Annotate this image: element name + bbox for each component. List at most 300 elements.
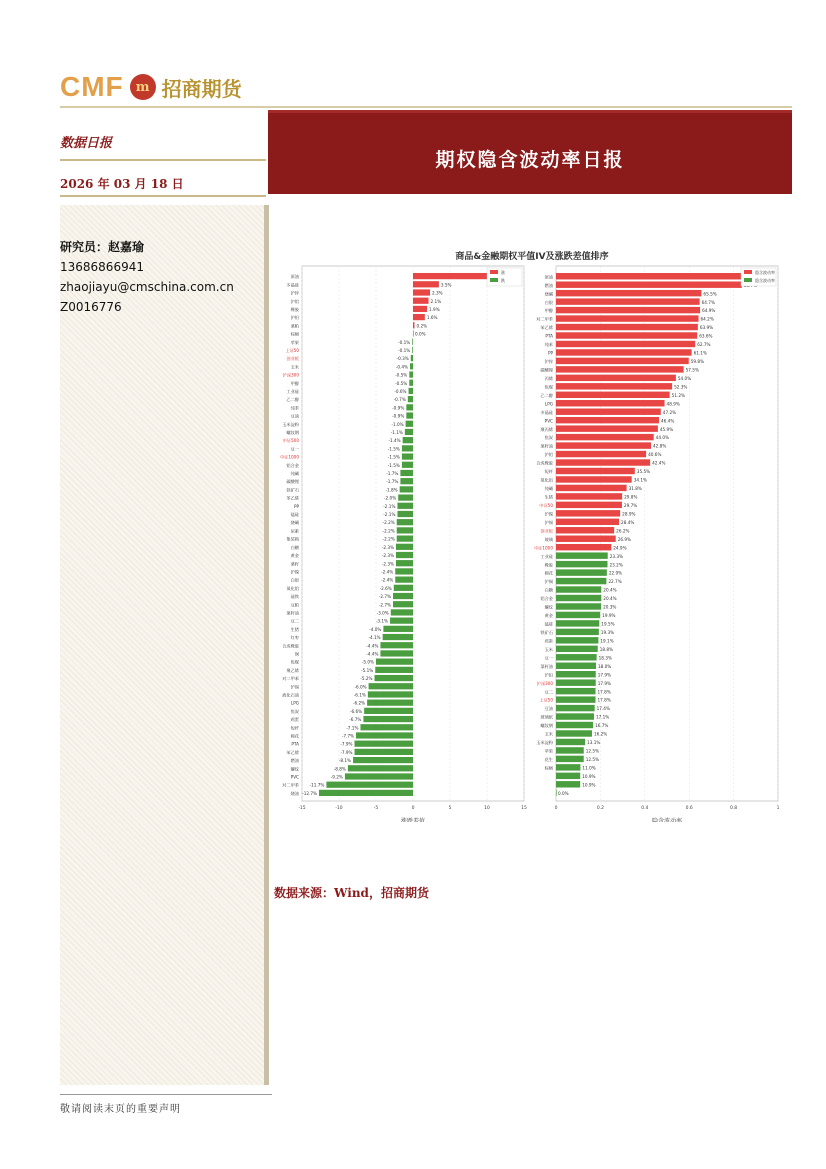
value-label: -6.0% [354,684,367,690]
category-label: 沪铅 [544,672,553,678]
value-label: -2.1% [383,512,396,518]
page-title: 期权隐含波动率日报 [435,149,625,171]
category-label: 中证1000 [279,454,299,460]
value-label: 45.9% [659,426,674,432]
bar [556,332,697,338]
value-label: -4.0% [369,626,382,632]
bar [406,421,413,427]
x-axis-label: 涨跌差值 [400,818,426,822]
category-label: 苹果 [290,339,299,345]
bar [360,724,413,730]
category-label: 棕榈 [290,331,299,337]
category-label: 乙二醇 [540,392,553,398]
category-label: 合成橡胶 [282,643,299,649]
legend-label: 跌 [501,278,505,283]
report-type: 数据日报 [60,136,113,151]
category-label: 豆一 [544,655,553,661]
x-tick-label: 0 [554,806,558,811]
bar [368,691,413,697]
value-label: -3.0% [376,610,389,616]
category-label: 苹果 [544,748,553,754]
value-label: 64.2% [700,316,714,322]
bar [393,593,413,599]
value-label: -2.4% [381,569,394,575]
category-label: PP [293,503,299,509]
category-label: 对二甲苯 [536,316,553,322]
bar [556,578,606,584]
title-banner [268,110,792,194]
bar [405,429,413,435]
category-label: 铜 [294,651,299,657]
logo-text: CMF [60,71,124,102]
value-label: 13.1% [587,740,601,746]
value-label: 31.8% [628,486,642,492]
iv-chart [272,242,792,822]
header-divider [60,106,792,108]
category-label: 生猪 [290,626,299,632]
bar [319,790,413,796]
category-label: 沪镍 [544,511,553,517]
value-label: -2.2% [382,536,395,542]
value-label: -8.1% [338,758,352,764]
x-tick-label: 0.4 [641,806,649,811]
bar [556,739,585,745]
value-label: -2.0% [384,495,397,501]
value-label: -2.2% [382,528,395,534]
bar [556,722,593,728]
value-label: -4.4% [366,643,379,649]
value-label: 44.0% [655,435,669,441]
value-label: 35.5% [636,469,651,475]
value-label: 20.3% [603,604,617,610]
value-label: -4.4% [366,651,379,657]
value-label: 12.5% [585,757,600,763]
value-label: 18.0% [597,663,612,669]
bar [413,322,414,328]
value-label: 29.8% [624,494,638,500]
bar [400,486,413,492]
category-label: 黄金 [290,553,299,559]
bar [556,561,608,567]
category-label: 菜粕 [290,323,299,329]
bar [556,764,580,770]
bar [556,612,600,618]
bar [353,757,413,763]
value-label: 12.5% [585,748,600,754]
report-date: 2026 年 03 月 18 日 [60,177,184,191]
value-label: -2.4% [381,577,394,583]
category-label: 氧化铝 [540,477,553,483]
category-label: 短纤 [290,725,299,731]
x-tick-label: 0 [411,806,415,811]
analyst-info [60,237,234,317]
bar [556,493,622,499]
category-label: 聚丙烯 [540,426,553,432]
bar [556,349,692,355]
category-label: 上证50 [539,697,553,703]
category-label: LPG [544,401,553,407]
bar [556,358,689,364]
value-label: -2.7% [378,602,392,608]
value-label: 10.9% [582,782,596,788]
value-label: 20.4% [603,596,617,602]
value-label: 57.5% [685,367,699,373]
value-label: -0.9% [392,413,405,419]
bar [413,330,414,336]
x-axis-label: 隐含波动率 [651,818,683,822]
category-label: 碳酸锂 [286,479,299,485]
iv-chart-svg [272,242,792,822]
value-label: 18.3% [598,655,612,661]
x-tick-label: -15 [298,806,306,811]
value-label: -0.7% [393,397,406,403]
bar [556,375,676,381]
value-label: 63.6% [699,333,713,339]
bar [411,355,413,361]
bar [556,552,608,558]
value-label: 17.8% [597,697,611,703]
category-label: 上证50 [285,347,299,353]
value-label: -8.8% [333,766,346,772]
value-label: -0.5% [395,372,408,378]
bar [406,412,413,418]
value-label: 61.1% [693,350,707,356]
value-label: -7.7% [341,733,355,739]
bar [356,732,413,738]
category-label: 焦煤 [544,384,553,390]
bar [380,642,413,648]
category-label: 原油 [290,274,299,280]
category-label: 螺纹钢 [286,430,299,436]
value-label: -1.5% [387,454,400,460]
bar [412,339,413,345]
value-label: -2.2% [382,520,395,526]
value-label: 17.8% [597,689,611,695]
bar [556,595,601,601]
category-label: 液化石油 [282,692,299,698]
category-label: 烧碱 [290,520,299,526]
category-label: 菜籽油 [540,663,553,669]
bar [380,650,413,656]
value-label: 16.7% [595,723,609,729]
bar [413,306,427,312]
bar [402,462,413,468]
category-label: 沪深300 [536,680,553,686]
logo-badge-icon: m [130,74,156,100]
category-label: 集装箱 [286,536,299,542]
bar [556,756,584,762]
bar [348,765,413,771]
bar [556,510,620,516]
category-label: 烧油 [290,790,299,796]
category-label: 乙二醇 [286,397,299,403]
value-label: 46.4% [661,418,675,424]
category-label: 玉米淀粉 [536,740,553,746]
bar [403,437,413,443]
category-label: 沪铝 [290,298,299,304]
value-label: -6.6% [350,708,363,714]
category-label: 豆二 [544,689,553,695]
category-label: 中证500 [282,438,299,444]
bar [409,388,413,394]
value-label: 19.3% [600,629,615,635]
value-label: 64.9% [702,308,716,314]
bar [363,716,413,722]
category-label: 玉米淀粉 [282,421,299,427]
value-label: 20.4% [603,587,617,593]
bar [556,383,672,389]
value-label: -7.9% [340,741,353,747]
bar [556,629,599,635]
bar [355,741,413,747]
category-label: 玉米 [544,646,553,652]
value-label: -5.1% [361,667,374,673]
value-label: 0.0% [558,790,569,796]
category-label: 豆粕 [290,602,299,608]
bar [556,663,596,669]
category-label: 原油 [544,274,553,280]
category-label: 豆一 [290,446,299,452]
analyst-email[interactable]: zhaojiayu@cmschina.com.cn [60,280,234,294]
value-label: 23.2% [609,562,623,568]
value-label: 48.9% [666,401,680,407]
bar [556,298,700,304]
category-label: PTA [291,741,299,747]
category-label: 玻璃纸 [540,714,553,720]
value-label: 28.4% [621,519,635,525]
category-label: 豆油 [290,413,299,419]
bar [396,544,413,550]
bar [369,683,413,689]
footer-disclaimer: 敬请阅读末页的重要声明 [60,1104,181,1115]
bar [556,603,601,609]
value-label: 2.1% [430,298,442,304]
category-label: 沪铅 [290,315,299,321]
value-label: 54.0% [677,375,692,381]
bar [367,700,413,706]
bar [406,404,413,410]
category-label: 白银 [290,577,299,583]
bar [556,671,596,677]
value-label: 65.5% [703,291,717,297]
category-label: PVC [290,774,299,780]
value-label: -0.1% [398,339,411,345]
bar [556,341,695,347]
category-label: 螺纹钢 [540,723,553,729]
company-name: 招商期货 [161,76,242,101]
bar [413,289,430,295]
category-label: 创业板 [540,528,553,534]
category-label: 丙烯 [544,375,553,381]
company-logo [60,70,242,104]
value-label: -1.7% [386,479,399,485]
value-label: 26.9% [617,536,632,542]
category-label: 短纤 [544,469,553,475]
value-label: -1.1% [390,430,403,436]
category-label: 多晶硅 [286,282,299,288]
value-label: -5.2% [360,676,373,682]
category-label: 烧碱 [544,291,553,297]
value-label: 42.4% [652,460,666,466]
bar [556,442,651,448]
category-label: 氧化铝 [286,585,299,591]
bar [394,585,413,591]
category-label: 纯苯 [290,405,299,411]
bar [556,536,616,542]
category-label: PP [547,350,553,356]
bar [556,637,598,643]
bar [556,392,670,398]
value-label: -1.4% [388,438,401,444]
value-label: 28.9% [622,511,636,517]
category-label: 纯碱 [544,486,553,492]
category-label: 红枣 [290,635,299,641]
value-label: 52.3% [674,384,688,390]
category-label: 多晶硅 [540,409,553,415]
bar [556,485,627,491]
value-label: 64.7% [701,299,715,305]
bar [556,654,597,660]
value-label: -6.2% [352,700,366,706]
bar [556,307,700,313]
value-label: -0.9% [392,405,405,411]
category-label: LPG [290,700,299,706]
category-label: 沪锌 [544,359,553,365]
category-label: 尿素 [290,528,299,534]
category-label: 铝合金 [286,462,299,468]
iv-panel [534,266,780,822]
category-label: 黄金 [544,613,553,619]
value-label: 2.3% [432,290,443,296]
category-label: 焦炭 [544,435,553,441]
category-label: 中证50 [539,502,553,508]
bar [556,290,701,296]
value-label: 19.9% [602,613,616,619]
category-label: 豆油 [544,706,553,712]
analyst-license: Z0016776 [60,300,122,314]
category-label: 甲醇 [544,308,553,314]
category-label: PTA [545,333,553,339]
value-label: 22.7% [608,579,622,585]
bar [409,380,413,386]
value-label: 24.9% [613,545,627,551]
x-tick-label: 1 [776,806,780,811]
value-label: 3.5% [440,282,452,288]
legend-label: 隐含波动率 [755,278,775,283]
legend-swatch [744,278,752,282]
category-label: 工业硅 [540,553,553,559]
sidebar-panel [60,205,266,1085]
bar [410,363,413,369]
value-label: 59.8% [690,359,705,365]
bar [556,273,754,279]
bar [556,773,580,779]
value-label: -6.7% [349,717,362,723]
value-label: 17.9% [597,672,612,678]
bar [556,790,557,796]
bar [400,470,413,476]
category-label: 沪锌 [290,290,299,296]
x-tick-label: 5 [448,806,452,811]
category-label: 苯乙烯 [540,325,553,331]
value-label: -6.1% [353,692,366,698]
bar [397,511,413,517]
bar [556,713,594,719]
value-label: -1.0% [391,421,404,427]
analyst-name: 研究员：赵嘉瑜 [60,240,145,254]
value-label: 17.9% [597,680,612,686]
bar [556,586,601,592]
value-label: -2.3% [381,544,394,550]
bar [556,646,598,652]
bar [556,400,665,406]
chart-title: 商品&金融期权平值IV及涨跌差值排序 [455,252,609,262]
category-label: 锰硅 [290,512,299,518]
value-label: 19.5% [601,621,615,627]
category-label: 橡胶 [544,562,553,568]
value-label: -7.9% [340,749,353,755]
bar [556,502,622,508]
value-label: 34.1% [633,477,648,483]
bar [556,459,650,465]
category-label: 玉米 [290,364,299,370]
category-label: 合成橡胶 [536,460,553,466]
category-label: 沪铜 [544,579,553,585]
value-label: 26.2% [616,528,630,534]
bar [402,445,413,451]
bar [391,609,413,615]
bar [398,494,413,500]
bar [413,281,439,287]
bar [556,324,698,330]
category-label: 棕榈 [544,765,553,771]
category-label: 苯乙烯 [286,495,299,501]
legend-swatch [490,270,498,274]
value-label: 16.2% [593,731,608,737]
bar [397,519,413,525]
legend-swatch [744,270,752,274]
bar [556,747,584,753]
category-label: 沪锡 [544,519,553,525]
bar [383,626,413,632]
bar [345,773,413,779]
bar [375,667,413,673]
bar [556,730,592,736]
bar [556,519,619,525]
x-tick-label: 0.2 [596,806,604,811]
legend-label: 隐含波动率 [755,270,775,275]
value-label: -0.1% [398,347,411,353]
value-label: -1.7% [386,471,399,477]
value-label: 40.6% [648,452,662,458]
value-label: -5.0% [361,659,374,665]
bar [402,453,413,459]
bar [413,314,425,320]
value-label: 23.3% [609,553,624,559]
value-label: -0.3% [396,356,409,362]
bar [556,705,595,711]
bar [364,708,413,714]
bar [556,476,632,482]
value-label: -9.2% [330,774,343,780]
category-label: 聚乙烯 [286,667,299,673]
value-label: 1.9% [429,306,440,312]
bar [556,696,596,702]
category-label: 玻璃 [544,536,553,542]
bar [396,560,413,566]
category-label: 中证1000 [533,545,553,551]
value-label: 10.9% [582,773,596,779]
